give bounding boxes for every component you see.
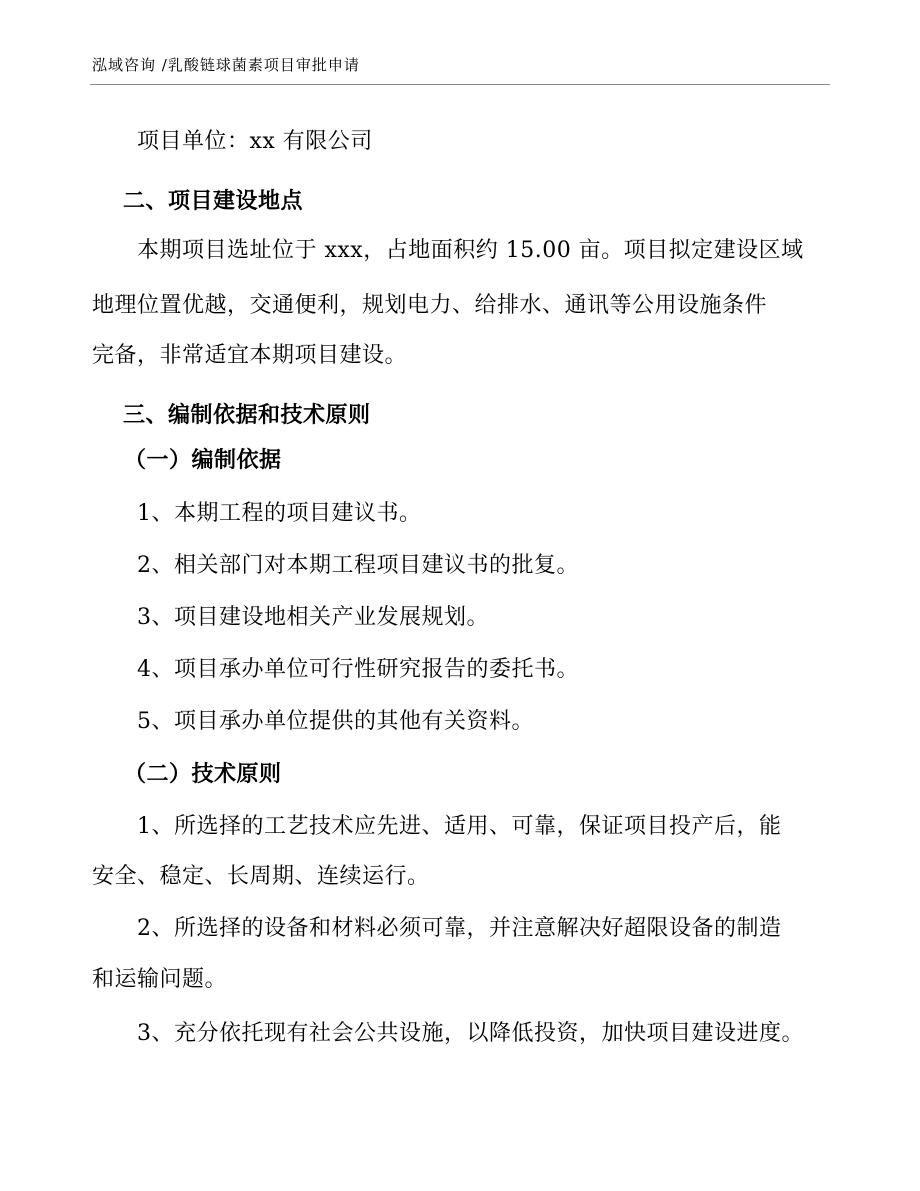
paragraph-line: 2、所选择的设备和材料必须可靠，并注意解决好超限设备的制造: [137, 916, 782, 941]
header-divider: [90, 84, 830, 85]
header-title: 泓域咨询 /乳酸链球菌素项目审批申请: [92, 56, 360, 74]
section-3-heading: 三、编制依据和技术原则: [123, 402, 371, 428]
paragraph-line: 地理位置优越，交通便利，规划电力、给排水、通讯等公用设施条件: [92, 293, 768, 318]
paragraph-line: 3、充分依托现有社会公共设施，以降低投资，加快项目建设进度。: [137, 1021, 804, 1046]
paragraph-line: 和运输问题。: [92, 967, 228, 992]
project-unit: 项目单位：xx 有限公司: [137, 129, 373, 154]
paragraph-line: 安全、稳定、长周期、连续运行。: [92, 864, 430, 889]
list-item: 3、项目建设地相关产业发展规划。: [137, 605, 489, 630]
section-2-heading: 二、项目建设地点: [123, 188, 304, 214]
paragraph-line: 完备，非常适宜本期项目建设。: [92, 343, 408, 368]
subsection-2-heading: （二）技术原则: [124, 761, 282, 787]
paragraph-line: 本期项目选址位于 xxx，占地面积约 15.00 亩。项目拟定建设区域: [137, 238, 804, 263]
subsection-1-heading: （一）编制依据: [124, 447, 282, 473]
list-item: 4、项目承办单位可行性研究报告的委托书。: [137, 657, 579, 682]
paragraph-line: 1、所选择的工艺技术应先进、适用、可靠，保证项目投产后，能: [137, 814, 782, 839]
list-item: 5、项目承办单位提供的其他有关资料。: [137, 709, 534, 734]
list-item: 2、相关部门对本期工程项目建议书的批复。: [137, 553, 579, 578]
list-item: 1、本期工程的项目建议书。: [137, 501, 422, 526]
